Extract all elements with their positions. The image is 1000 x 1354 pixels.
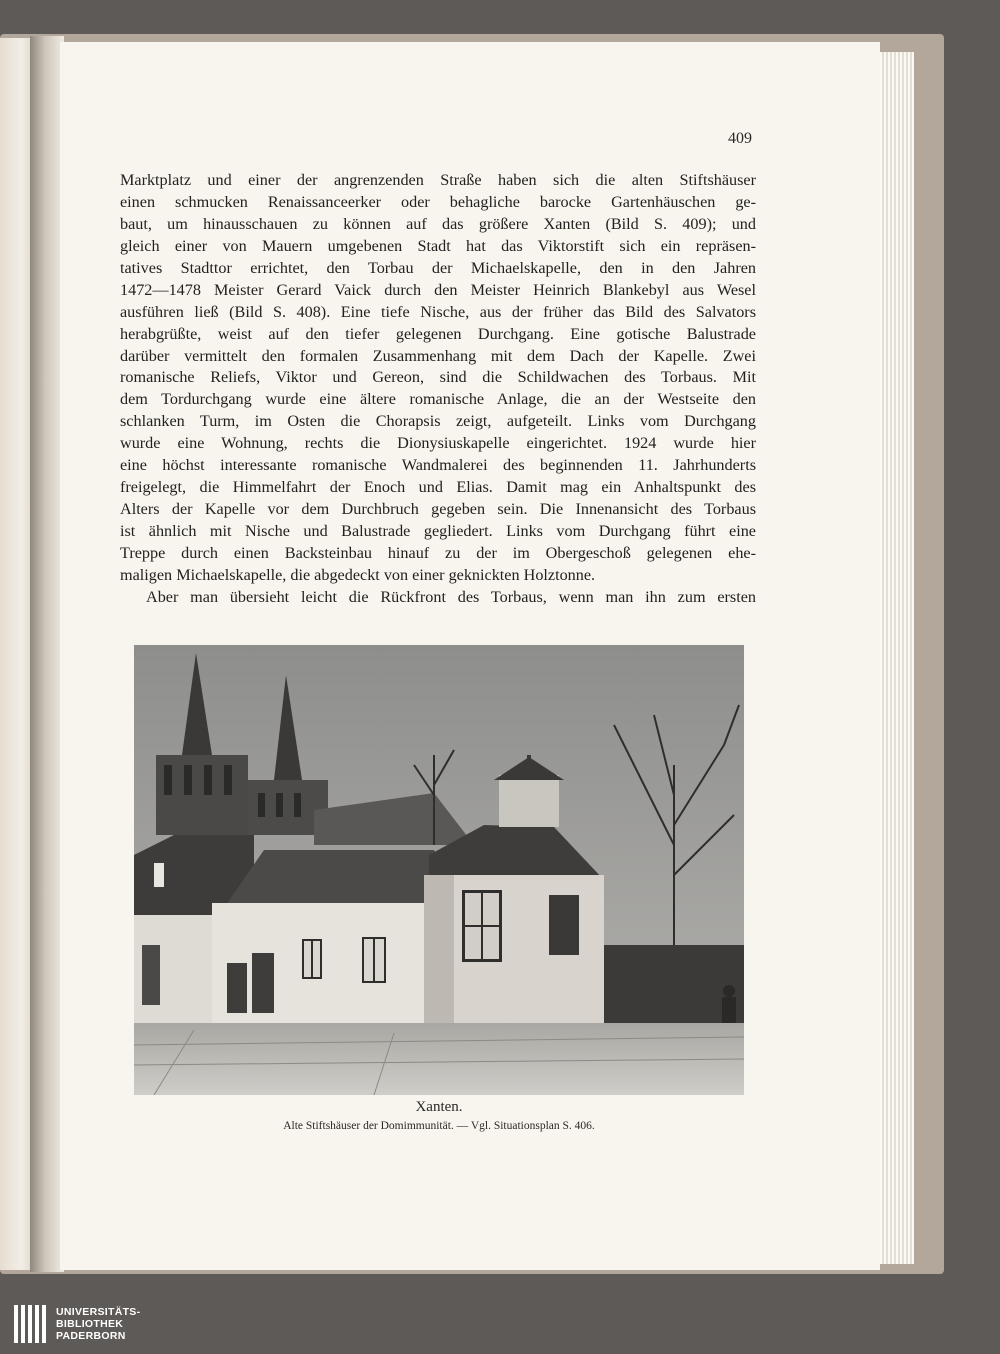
figure-caption-title: Xanten. [415, 1099, 463, 1115]
page-number: 409 [728, 130, 752, 147]
text-line: romanische Reliefs, Viktor und Gereon, sind die Schildwachen des Torbaus. Mit [120, 368, 756, 387]
text-line: schlanken Turm, im Osten die Chorapsis zeigt, aufgeteilt. Links vom Durchgang [120, 412, 756, 431]
library-logo [14, 1302, 140, 1346]
text-line: Marktplatz und einer der angrenzenden Straße haben sich die alten Stiftshäuser [120, 171, 756, 189]
library-logo-line: UNIVERSITÄTS- [56, 1306, 141, 1318]
text-line: tatives Stadttor errichtet, den Torbau der Michaelskapelle, den in den Jahren [120, 258, 756, 277]
text-line: gleich einer von Mauern umgebenen Stadt hat das Viktorstift sich ein repräsen- [120, 236, 756, 255]
text-line: Aber man übersieht leicht die Rückfront des Torbaus, wenn man ihn zum ersten [146, 587, 756, 606]
photo-xanten-stiftshaeuser [134, 645, 744, 1095]
text-line: Alters der Kapelle vor dem Durchbruch gegeben sein. Die Innenansicht des Torbaus [120, 500, 756, 519]
text-line: einen schmucken Renaissanceerker oder behagliche barocke Gartenhäuschen ge- [120, 192, 756, 211]
text-line: eine höchst interessante romanische Wandmalerei des beginnenden 11. Jahrhunderts [120, 456, 756, 475]
body-text [120, 170, 756, 609]
text-line: ausführen ließ (Bild S. 408). Eine tiefe Nische, aus der früher das Bild des Salvators [120, 302, 756, 321]
text-line: Treppe durch einen Backsteinbau hinauf zu der im Obergeschoß gelegenen ehe- [120, 543, 756, 562]
library-logo-text [56, 1306, 140, 1342]
page-edges [876, 52, 914, 1264]
photo-illustration [134, 645, 744, 1095]
text-line: herabgrüßte, weist auf den tiefer gelegenen Durchgang. Eine gotische Balustrade [120, 324, 756, 343]
book-gutter [30, 36, 64, 1272]
text-line: baut, um hinausschauen zu können auf das größere Xanten (Bild S. 409); und [120, 214, 756, 233]
text-line: wurde eine Wohnung, rechts die Dionysiuskapelle eingerichtet. 1924 wurde hier [120, 434, 756, 453]
text-line: freigelegt, die Himmelfahrt der Enoch und Elias. Damit mag ein Anhaltspunkt des [120, 478, 756, 497]
text-line: maligen Michaelskapelle, die abgedeckt von einer geknickten Holztonne. [120, 565, 596, 584]
text-line: dem Tordurchgang wurde eine ältere romanische Anlage, die an der Westseite den [120, 390, 756, 409]
text-line: 1472—1478 Meister Gerard Vaick durch den Meister Heinrich Blankebyl aus Wesel [120, 280, 756, 299]
text-line: ist ähnlich mit Nische und Balustrade gegliedert. Links vom Durchgang führt eine [120, 522, 756, 540]
text-line: darüber vermittelt den formalen Zusammenhang mit dem Dach der Kapelle. Zwei [120, 346, 756, 365]
library-logo-line: BIBLIOTHEK [56, 1318, 124, 1330]
library-logo-icon [14, 1305, 46, 1343]
figure-caption-subtitle: Alte Stiftshäuser der Domimmunität. — Vgl. Situationsplan S. 406. [283, 1120, 595, 1132]
library-logo-line: PADERBORN [56, 1330, 126, 1342]
